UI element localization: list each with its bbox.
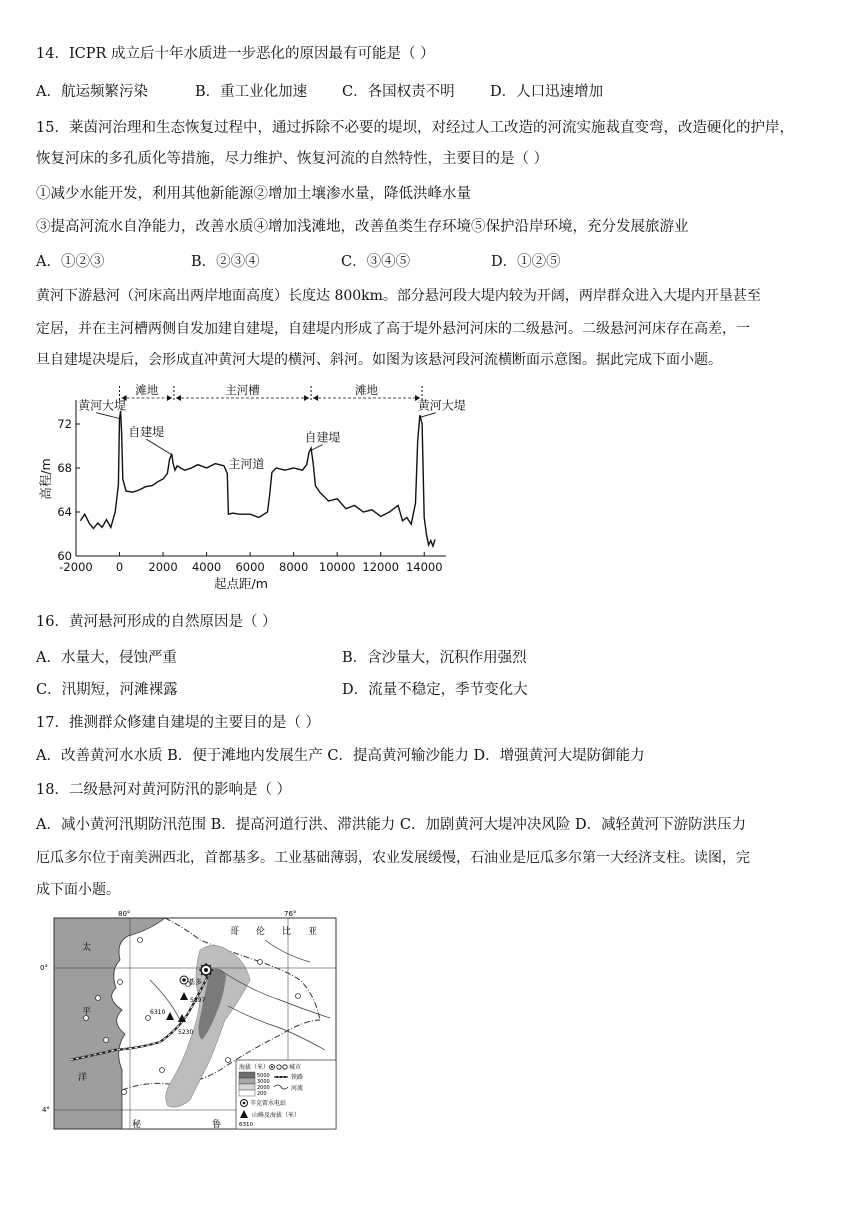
q15-items-line2: ③提高河流水自净能力，改善水质④增加浅滩地，改善鱼类生存环境⑤保护沿岸环境，充分发展旅游业 xyxy=(36,219,689,235)
q14-stem: 14．ICPR 成立后十年水质进一步恶化的原因最有可能是（ ） xyxy=(36,46,435,62)
zone-label: 滩地 xyxy=(135,383,159,397)
peru-char-1: 秘 xyxy=(132,1120,142,1130)
q18-options: A．减小黄河汛期防汛范围 B．提高河道行洪、滞洪能力 C．加剧黄河大堤冲决风险 D．减轻黄河下游防洪压力 xyxy=(36,817,747,833)
ocean-char-2: 平 xyxy=(82,1007,92,1017)
q15-option-d: D．①②⑤ xyxy=(491,254,561,270)
peak-label-5897: 5897 xyxy=(190,997,206,1004)
y-axis-label: 高程/m xyxy=(38,458,53,500)
legend-river: 河流 xyxy=(291,1085,304,1092)
q17-stem: 17．推测群众修建自建堤的主要目的是（ ） xyxy=(36,715,321,731)
legend-peak: 山峰及海拔（米） xyxy=(252,1112,301,1119)
legend-peak-sample: 6310 xyxy=(239,1122,253,1128)
map-legend xyxy=(236,1060,336,1129)
city-marker xyxy=(122,1090,127,1095)
city-marker xyxy=(226,1058,231,1063)
lon-label-80: 80° xyxy=(118,910,131,918)
lat-label-4: 4° xyxy=(42,1106,50,1114)
x-axis-label: 起点距/m xyxy=(214,576,268,591)
zone-label: 主河槽 xyxy=(225,383,260,397)
q14-option-c: C．各国权责不明 xyxy=(342,84,455,100)
legend-hydro: 辛克雷水电站 xyxy=(250,1100,287,1107)
q15-stem-line2: 恢复河床的多孔质化等措施，尽力维护、恢复河流的自然特性，主要目的是（ ） xyxy=(36,151,549,167)
city-marker xyxy=(118,980,123,985)
x-tick-label: 4000 xyxy=(191,560,222,574)
y-tick-label: 72 xyxy=(57,417,72,431)
self-built-dike-label-left-pointer xyxy=(146,439,172,455)
self-built-dike-label-left: 自建堤 xyxy=(128,425,165,440)
zone-arrow-right xyxy=(304,395,309,401)
city-marker xyxy=(160,1068,165,1073)
ecuador-passage-line1: 厄瓜多尔位于南美洲西北，首都基多。工业基础薄弱，农业发展缓慢，石油业是厄瓜多尔第一大经济支柱。读图，完 xyxy=(36,850,750,866)
x-tick-label: 0 xyxy=(115,560,124,574)
q16-option-d: D．流量不稳定，季节变化大 xyxy=(342,682,528,698)
self-built-dike-label-right: 自建堤 xyxy=(304,430,341,445)
y-tick-label: 68 xyxy=(57,461,72,475)
levee-label-left: 黄河大堤 xyxy=(78,398,127,413)
city-marker xyxy=(258,960,263,965)
legend-level-200: 200 xyxy=(257,1091,267,1097)
city-marker xyxy=(104,1038,109,1043)
legend-title: 海拔（米） xyxy=(239,1064,270,1071)
hydro-station-icon xyxy=(199,963,213,977)
q14-option-a: A．航运频繁污染 xyxy=(36,84,148,100)
colombia-char-3: 比 xyxy=(282,927,292,937)
lat-label-0: 0° xyxy=(40,964,48,972)
levee-label-left-pointer xyxy=(96,413,119,419)
q18-stem: 18．二级悬河对黄河防汛的影响是（ ） xyxy=(36,782,292,798)
q15-option-c: C．③④⑤ xyxy=(341,254,411,270)
legend-level-3000: 3000 xyxy=(257,1079,270,1085)
x-tick-label: 6000 xyxy=(235,560,265,574)
q15-option-b: B．②③④ xyxy=(191,254,260,270)
q14-option-d: D．人口迅速增加 xyxy=(490,84,604,100)
city-marker xyxy=(96,996,101,1001)
ecuador-map xyxy=(40,910,340,1135)
city-marker xyxy=(138,938,143,943)
zone-arrow-right xyxy=(167,395,172,401)
x-tick-label: -2000 xyxy=(59,560,93,574)
zone-arrow-left xyxy=(176,395,181,401)
x-tick-label: 10000 xyxy=(318,560,356,574)
levee-label-right: 黄河大堤 xyxy=(417,398,466,413)
q16-option-b: B．含沙量大，沉积作用强烈 xyxy=(342,650,527,666)
legend-city: 城市 xyxy=(289,1064,302,1071)
lon-label-76: 76° xyxy=(284,910,297,918)
x-tick-label: 12000 xyxy=(362,560,400,574)
q15-items-line1: ①减少水能开发，利用其他新能源②增加土壤渗水量，降低洪峰水量 xyxy=(36,186,471,202)
q16-stem: 16．黄河悬河形成的自然原因是（ ） xyxy=(36,614,277,630)
zone-arrow-left xyxy=(313,395,318,401)
zone-label: 滩地 xyxy=(355,383,379,397)
city-marker xyxy=(146,1016,151,1021)
ocean-char-1: 太 xyxy=(82,943,92,953)
colombia-char-1: 哥 xyxy=(230,927,240,937)
q14-option-b: B．重工业化加速 xyxy=(195,84,308,100)
peru-char-2: 鲁 xyxy=(212,1120,222,1130)
x-tick-label: 14000 xyxy=(405,560,443,574)
y-tick-label: 60 xyxy=(57,549,72,563)
legend-level-2000: 2000 xyxy=(257,1085,270,1091)
river-cross-section-chart xyxy=(38,380,466,610)
ecuador-passage-line2: 成下面小题。 xyxy=(36,882,120,898)
colombia-char-4: 亚 xyxy=(308,927,318,937)
yellow-river-passage-line3: 旦自建堤决堤后，会形成直冲黄河大堤的横河、斜河。如图为该悬河段河流横断面示意图。据此完成下面小题。 xyxy=(36,352,722,368)
q15-option-a: A．①②③ xyxy=(36,254,105,270)
q17-options: A．改善黄河水水质 B．便于滩地内发展生产 C．提高黄河输沙能力 D．增强黄河大堤防御能力 xyxy=(36,748,645,764)
q16-option-a: A．水量大，侵蚀严重 xyxy=(36,650,177,666)
legend-railway: 铁路 xyxy=(291,1074,304,1081)
levee-label-right-pointer xyxy=(420,413,436,418)
x-tick-label: 8000 xyxy=(279,560,309,574)
ocean-char-3: 洋 xyxy=(78,1073,88,1083)
yellow-river-passage-line2: 定居，并在主河槽两侧自发加建自建堤，自建堤内形成了高于堤外悬河河床的二级悬河。二级悬河河床存在高差，一 xyxy=(36,321,750,337)
main-channel-label: 主河道 xyxy=(228,457,265,471)
yellow-river-passage-line1: 黄河下游悬河（河床高出两岸地面高度）长度达 800km。部分悬河段大堤内较为开阔，两岸群众进入大堤内开垦甚至 xyxy=(36,288,761,304)
colombia-char-2: 伦 xyxy=(256,927,266,937)
capital-label: 基多 xyxy=(188,978,202,986)
x-tick-label: 2000 xyxy=(148,560,178,574)
legend-level-5000: 5000 xyxy=(257,1073,270,1079)
peak-label-5230: 5230 xyxy=(178,1029,194,1036)
q15-stem-line1: 15．莱茵河治理和生态恢复过程中，通过拆除不必要的堤坝，对经过人工改造的河流实施裁直变弯，改造硬化的护岸， xyxy=(36,120,794,136)
peak-label-6310: 6310 xyxy=(150,1009,166,1016)
q16-option-c: C．汛期短，河滩裸露 xyxy=(36,682,178,698)
y-tick-label: 64 xyxy=(57,505,72,519)
self-built-dike-label-right-pointer xyxy=(311,445,322,451)
city-marker xyxy=(296,994,301,999)
